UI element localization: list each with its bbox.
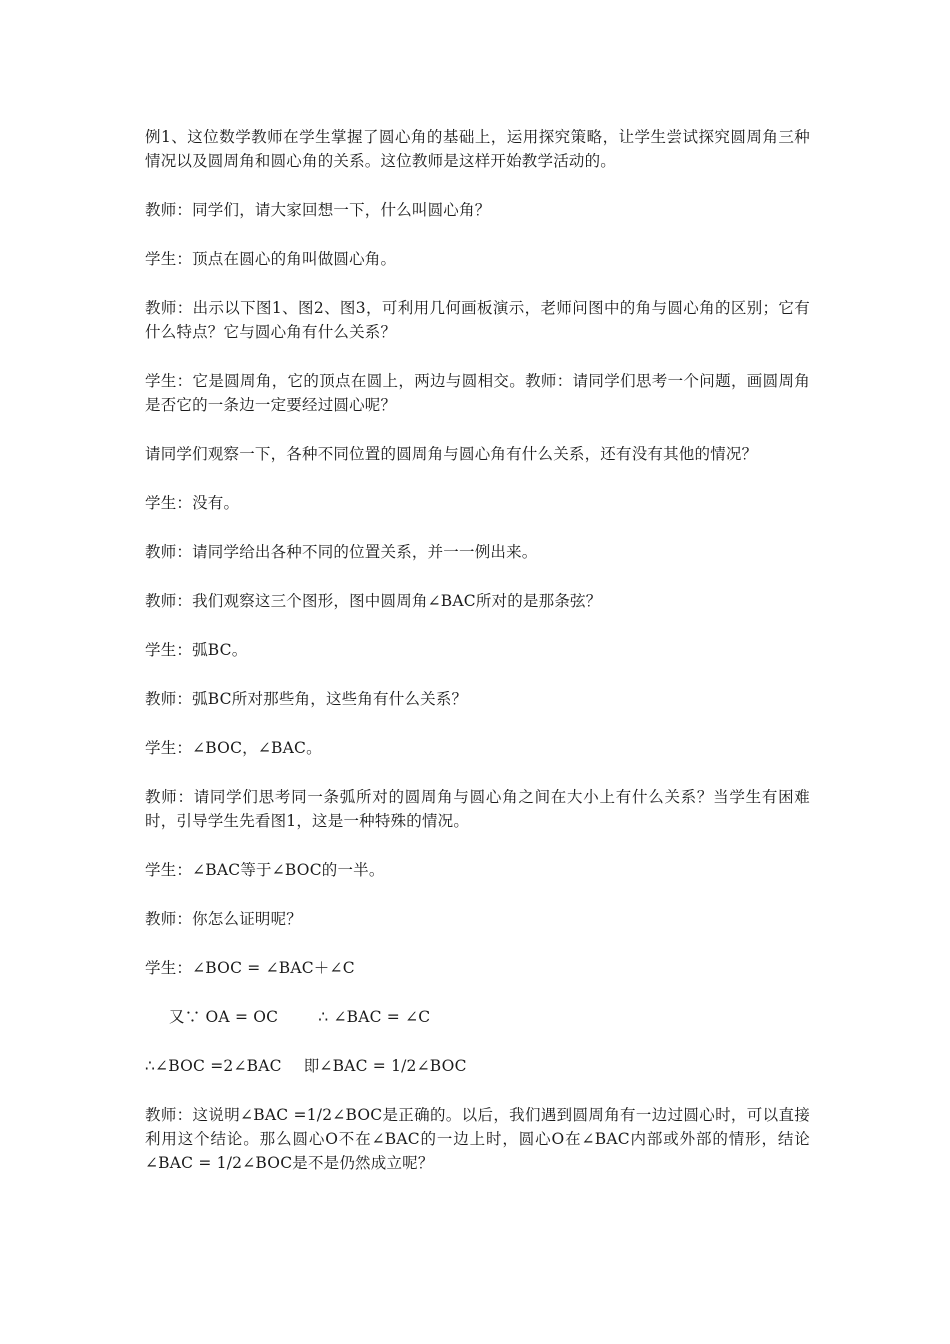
proof-line-1 [145, 1005, 810, 1029]
paragraph-teacher-figures: 教师：出示以下图1、图2、图3，可利用几何画板演示，老师问图中的角与圆心角的区别；它有什么特点？它与圆心角有什么关系？ [145, 299, 810, 341]
proof-step-bac-c: ∴ ∠BAC = ∠C [318, 1008, 431, 1026]
proof-step-oa-oc: 又∵ OA = OC [169, 1008, 279, 1026]
paragraph-student-proof: 学生：∠BOC = ∠BAC＋∠C [145, 959, 355, 977]
document-page [145, 125, 810, 1200]
paragraph-teacher-prove: 教师：你怎么证明呢？ [145, 910, 303, 928]
paragraph-teacher-question: 教师：同学们，请大家回想一下，什么叫圆心角？ [145, 201, 491, 219]
paragraph-observe: 请同学们观察一下，各种不同位置的圆周角与圆心角有什么关系，还有没有其他的情况？ [145, 445, 758, 463]
paragraph-teacher-arc-angles: 教师：弧BC所对那些角，这些角有什么关系？ [145, 690, 468, 708]
paragraph-student-arc: 学生：弧BC。 [145, 641, 248, 659]
paragraph-student-none: 学生：没有。 [145, 494, 240, 512]
paragraph-student-inscribed: 学生：它是圆周角，它的顶点在圆上，两边与圆相交。教师：请同学们思考一个问题，画圆周角是否它的一条边一定要经过圆心呢？ [145, 372, 810, 414]
paragraph-intro: 例1、这位数学教师在学生掌握了圆心角的基础上，运用探究策略，让学生尝试探究圆周角三种情况以及圆周角和圆心角的关系。这位教师是这样开始教学活动的。 [145, 128, 810, 170]
proof-step-bac-half: 即∠BAC = 1/2∠BOC [303, 1057, 467, 1075]
paragraph-student-angles: 学生：∠BOC，∠BAC。 [145, 739, 322, 757]
paragraph-conclusion: 教师：这说明∠BAC =1/2∠BOC是正确的。以后，我们遇到圆周角有一边过圆心时，可以直接利用这个结论。那么圆心O不在∠BAC的一边上时，圆心O在∠BAC内部或外部的情形，结论∠BAC = 1/2∠BOC是不是仍然成立呢？ [145, 1106, 810, 1172]
paragraph-teacher-chord: 教师：我们观察这三个图形，图中圆周角∠BAC所对的是那条弦？ [145, 592, 602, 610]
proof-line-2 [145, 1054, 810, 1078]
paragraph-teacher-list: 教师：请同学给出各种不同的位置关系，并一一例出来。 [145, 543, 538, 561]
paragraph-student-answer: 学生：顶点在圆心的角叫做圆心角。 [145, 250, 397, 268]
paragraph-student-half: 学生：∠BAC等于∠BOC的一半。 [145, 861, 385, 879]
proof-step-boc-2bac: ∴∠BOC =2∠BAC [145, 1057, 282, 1075]
paragraph-teacher-relation: 教师：请同学们思考同一条弧所对的圆周角与圆心角之间在大小上有什么关系？当学生有困难时，引导学生先看图1，这是一种特殊的情况。 [145, 788, 810, 830]
